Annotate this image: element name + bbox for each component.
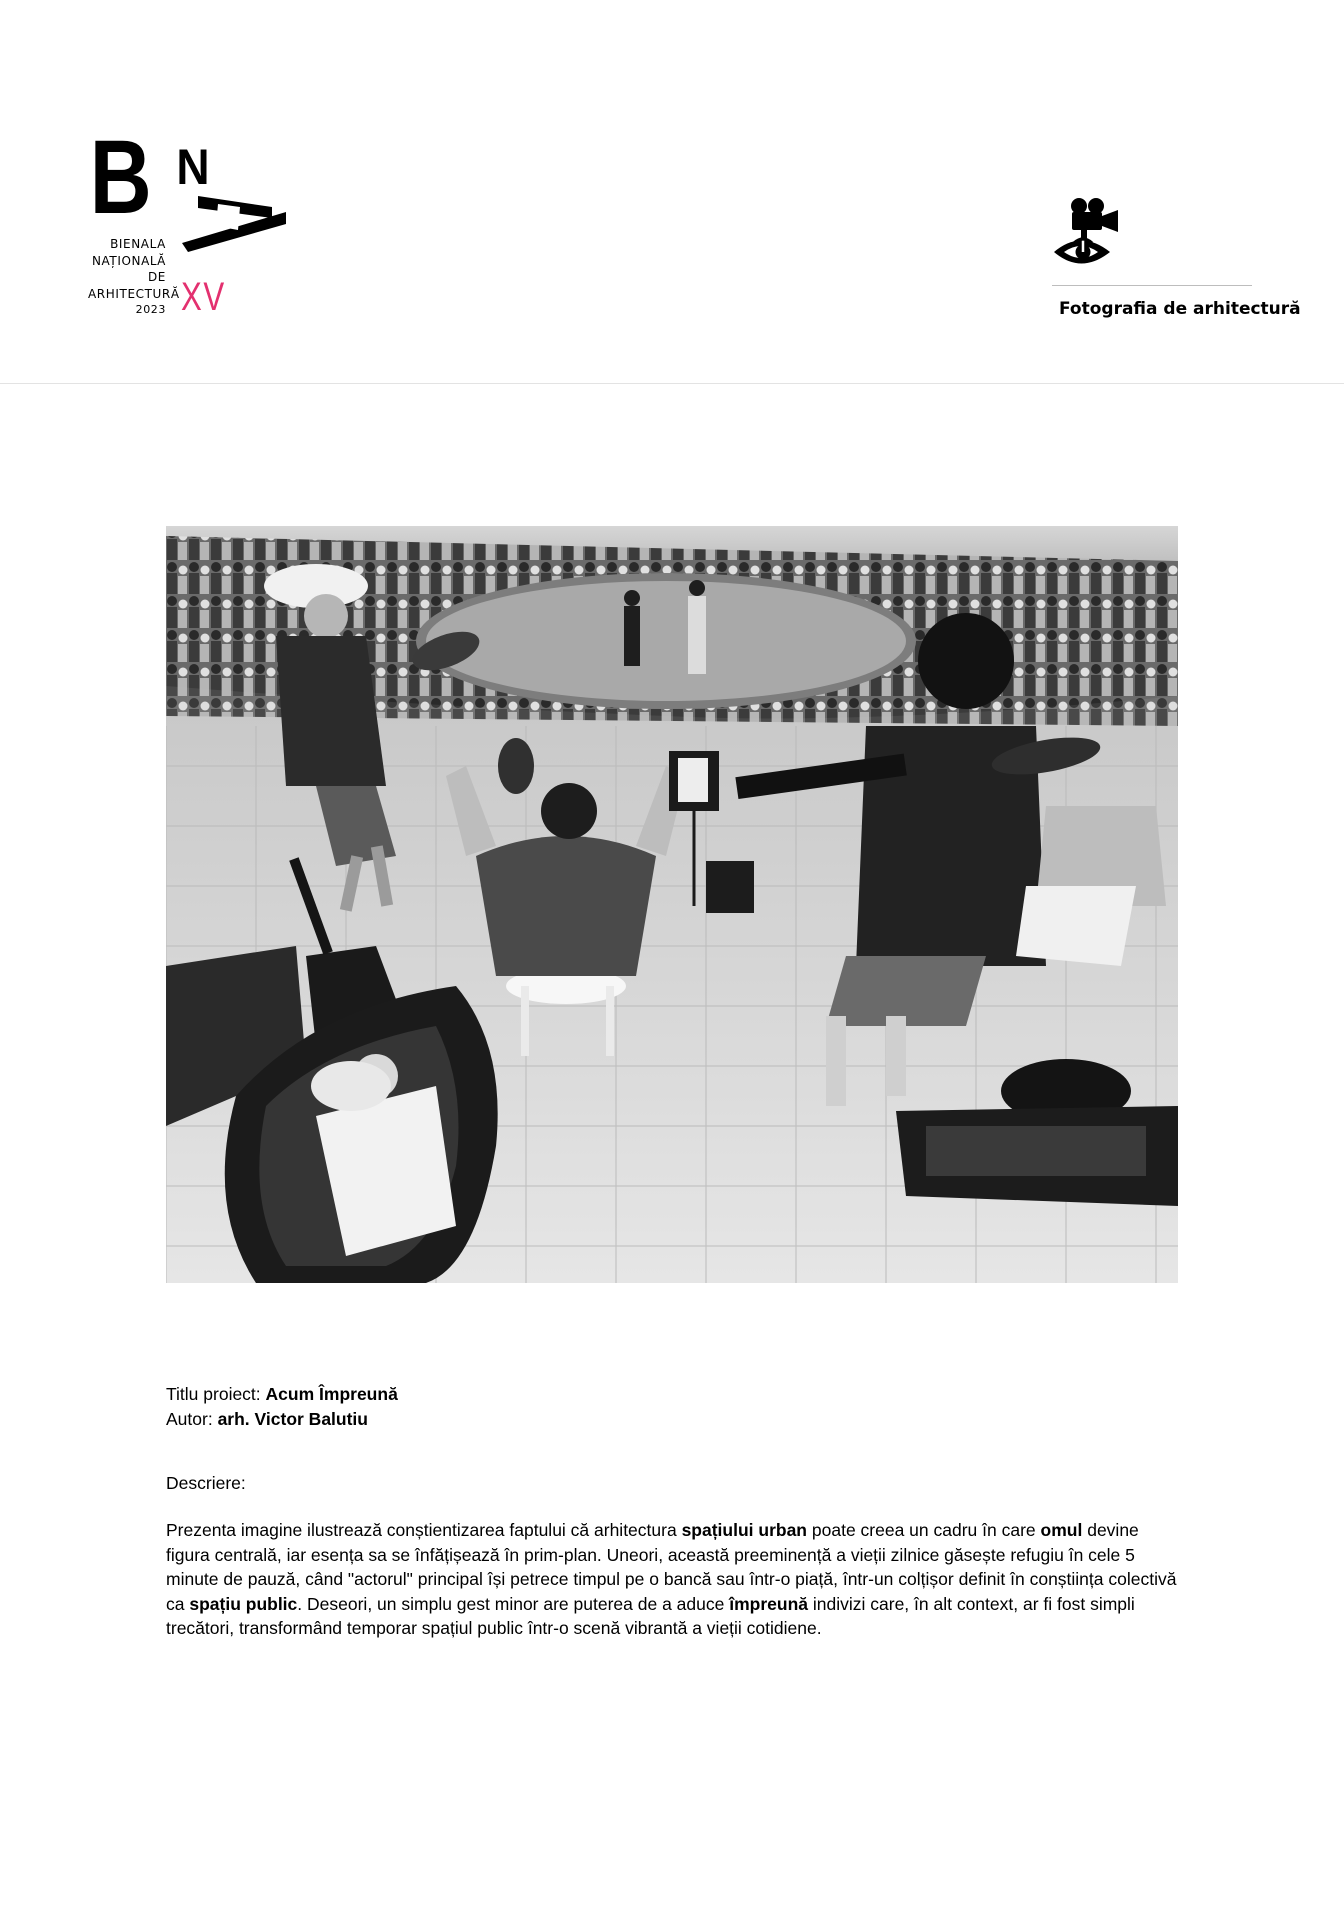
bna-logo	[88, 112, 298, 344]
description-highlight: spațiu public	[189, 1593, 298, 1614]
logo-edition: XV	[181, 275, 226, 319]
project-author-row	[166, 1407, 398, 1432]
description-segment: Prezenta imagine ilustrează conștientizarea faptului că arhitectura	[166, 1520, 677, 1540]
logo-line: BIENALA	[110, 237, 166, 251]
section-brand	[1052, 195, 1301, 325]
description-segment: devine figura centrală, iar esența sa se înfățișează în prim-plan. Uneori, această preeminență a vieții zilnice găsește refugiu în cele 5 minute de pauză, când "actorul" principal își petrece timpul pe o bancă sau într-o piață, într-un colțișor definit în conștiința colectivă ca	[166, 1520, 1177, 1614]
project-title-label: Titlu proiect:	[166, 1384, 261, 1404]
page-header	[0, 0, 1344, 384]
description-highlight: spațiului urban	[681, 1520, 808, 1540]
description-text	[166, 1518, 1186, 1641]
logo-line: DE	[147, 270, 166, 284]
logo-letter-n: N	[176, 140, 210, 196]
project-photo	[166, 526, 1178, 1283]
svg-text:A: A	[88, 112, 89, 113]
logo-line: NAȚIONALĂ	[91, 253, 166, 268]
logo-line: ARHITECTURĂ	[88, 286, 180, 301]
logo-year: 2023	[135, 303, 166, 316]
description-segment: . Deseori, un simplu gest minor are puterea de a aduce	[297, 1593, 725, 1614]
project-title: Acum Împreună	[265, 1384, 398, 1404]
project-title-row	[166, 1382, 398, 1407]
section-label: Fotografia de arhitectură	[1059, 299, 1301, 319]
description-segment: poate creea un cadru în care	[811, 1520, 1036, 1540]
logo-letter-b: B	[89, 118, 152, 236]
project-meta	[166, 1382, 398, 1432]
logo-text	[88, 236, 180, 319]
description-highlight: omul	[1040, 1520, 1083, 1540]
camera-eye-icon	[1052, 195, 1124, 273]
description-label: Descriere:	[166, 1473, 246, 1493]
description-highlight: împreună	[729, 1593, 808, 1614]
brand-divider	[1052, 285, 1252, 286]
photo-illustration	[166, 526, 1178, 1283]
project-author-label: Autor:	[166, 1409, 213, 1429]
description-segment: indivizi care, în alt context, ar fi fost simpli trecători, transformând temporar spațiul public într-o scenă vibrantă a vieții cotidiene.	[166, 1593, 1135, 1638]
project-author: arh. Victor Balutiu	[217, 1409, 368, 1429]
